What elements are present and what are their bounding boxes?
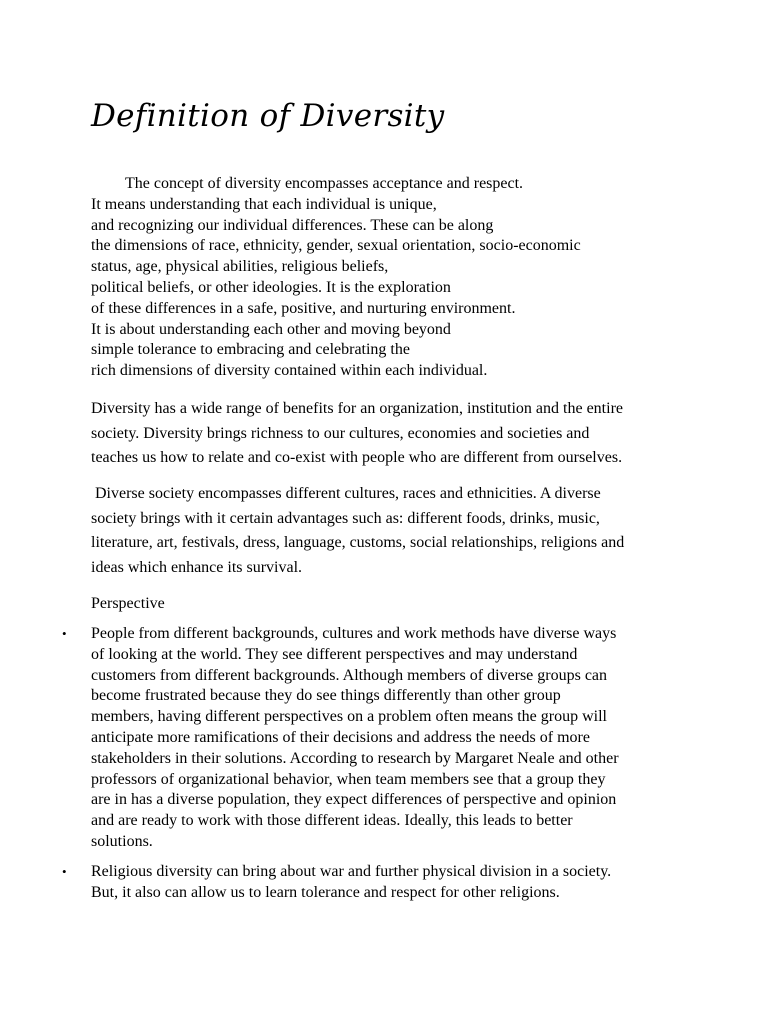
paragraph-line: Diversity has a wide range of benefits for an organization, institution and the entire (91, 400, 623, 417)
bullet-line: customers from different backgrounds. Although members of diverse groups can (91, 666, 608, 684)
bullet-marker: • (62, 626, 67, 641)
bullet-marker: • (62, 863, 67, 879)
intro-line: of these differences in a safe, positive, and nurturing environment. (91, 299, 516, 317)
paragraph-line: society brings with it certain advantages such as: different foods, drinks, music, (91, 509, 600, 527)
paragraph-line: literature, art, festivals, dress, language, customs, social relationships, religions and (91, 534, 625, 551)
society-paragraph (91, 482, 691, 580)
bullet-line: Religious diversity can bring about war and further physical division in a society. (91, 862, 612, 880)
bullet-line: are in has a diverse population, they expect differences of perspective and opinion (91, 791, 617, 809)
document-title: Definition of Diversity (91, 98, 445, 134)
bullet-list (0, 624, 768, 912)
bullet-line: People from different backgrounds, cultures and work methods have diverse ways (91, 625, 617, 642)
intro-line: the dimensions of race, ethnicity, gender, sexual orientation, socio-economic (91, 237, 581, 255)
list-item (0, 862, 768, 904)
section-heading: Perspective (91, 595, 165, 612)
bullet-line: and are ready to work with those different ideas. Ideally, this leads to better (91, 812, 573, 830)
bullet-line: anticipate more ramifications of their decisions and address the needs of more (91, 728, 590, 746)
bullet-line: stakeholders in their solutions. According to research by Margaret Neale and other (91, 749, 619, 767)
intro-line: It means understanding that each individual is unique, (91, 195, 437, 213)
paragraph-line: society. Diversity brings richness to our cultures, economies and societies and (91, 424, 590, 442)
intro-line: The concept of diversity encompasses acceptance and respect. (125, 175, 524, 192)
intro-line: rich dimensions of diversity contained within each individual. (91, 362, 488, 380)
bullet-line: But, it also can allow us to learn tolerance and respect for other religions. (91, 883, 560, 901)
intro-line: status, age, physical abilities, religious beliefs, (91, 258, 389, 276)
intro-paragraph (91, 174, 581, 382)
intro-line: political beliefs, or other ideologies. It is the exploration (91, 278, 451, 296)
bullet-line: become frustrated because they do see things differently than other group (91, 687, 561, 705)
bullet-line: of looking at the world. They see different perspectives and may understand (91, 645, 578, 663)
paragraph-line: Diverse society encompasses different cultures, races and ethnicities. A diverse (91, 485, 601, 502)
intro-line: and recognizing our individual differences. These can be along (91, 216, 494, 234)
bullet-line: professors of organizational behavior, when team members see that a group they (91, 770, 606, 788)
paragraph-line: ideas which enhance its survival. (91, 558, 303, 576)
paragraph-line: teaches us how to relate and co-exist with people who are different from ourselves. (91, 449, 623, 466)
bullet-line: members, having different perspectives on a problem often means the group will (91, 708, 607, 726)
bullet-line: solutions. (91, 832, 153, 850)
list-item (0, 624, 768, 853)
intro-line: simple tolerance to embracing and celebrating the (91, 341, 410, 359)
benefits-paragraph (91, 397, 691, 471)
intro-line: It is about understanding each other and moving beyond (91, 320, 451, 338)
